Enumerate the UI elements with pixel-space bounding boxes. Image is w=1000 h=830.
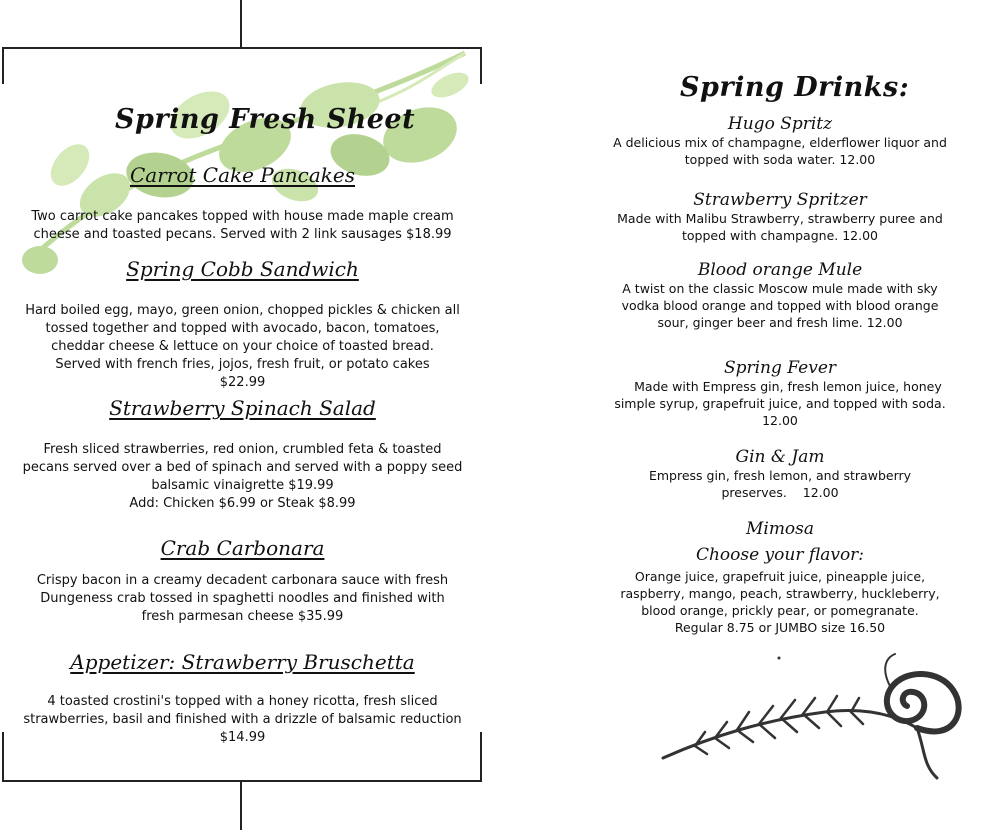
- drink-item: [600, 447, 960, 501]
- menu-item: [10, 536, 475, 560]
- description-line: tossed together and topped with avocado, bacon, tomatoes,: [45, 321, 440, 336]
- description-line: Regular 8.75 or JUMBO size 16.50: [674, 620, 886, 635]
- fern-scroll-icon: [655, 650, 975, 785]
- menu-item: [10, 650, 475, 674]
- description-line: A twist on the classic Moscow mule made with sky: [622, 281, 938, 296]
- menu-item-name: Strawberry Spinach Salad: [109, 396, 376, 420]
- frame-right-tick-top: [480, 47, 482, 84]
- frame-bottom-edge: [2, 780, 482, 782]
- fold-line-bottom: [240, 780, 242, 830]
- description-line: Empress gin, fresh lemon, and strawberry: [648, 468, 912, 483]
- frame-left-tick-top: [2, 47, 4, 84]
- frame-right-tick-bottom: [480, 732, 482, 782]
- description-line: fresh parmesan cheese $35.99: [141, 609, 344, 624]
- description-line: Made with Empress gin, fresh lemon juice, honey: [618, 379, 942, 394]
- description-line: raspberry, mango, peach, strawberry, huckleberry,: [620, 586, 940, 601]
- drink-name: Blood orange Mule: [697, 260, 863, 280]
- description-line: Two carrot cake pancakes topped with house made maple cream: [31, 209, 454, 224]
- drinks-title: Spring Drinks:: [680, 72, 910, 103]
- description-line: sour, ginger beer and fresh lime. 12.00: [657, 315, 903, 330]
- description-line: preserves. 12.00: [721, 485, 839, 500]
- menu-item-name: Spring Cobb Sandwich: [126, 257, 359, 281]
- drink-item: [600, 114, 960, 168]
- description-line: Served with french fries, jojos, fresh fruit, or potato cakes: [55, 357, 430, 372]
- fold-line-top: [240, 0, 242, 48]
- description-line: strawberries, basil and finished with a drizzle of balsamic reduction: [23, 712, 462, 727]
- description-line: pecans served over a bed of spinach and served with a poppy seed: [22, 460, 463, 475]
- drink-name: Gin & Jam: [735, 447, 825, 467]
- menu-item: [10, 163, 475, 187]
- menu-item: [10, 396, 475, 420]
- menu-title: Spring Fresh Sheet: [115, 104, 416, 135]
- description-line: topped with champagne. 12.00: [681, 228, 878, 243]
- menu-item-description: [10, 572, 475, 626]
- drink-name: Mimosa: [745, 519, 815, 539]
- drink-item: [600, 190, 960, 244]
- description-line: Orange juice, grapefruit juice, pineapple juice,: [634, 569, 926, 584]
- drink-name: Spring Fever: [723, 358, 837, 378]
- description-line: Hard boiled egg, mayo, green onion, chopped pickles & chicken all: [25, 303, 460, 318]
- drink-name: Strawberry Spritzer: [693, 190, 867, 210]
- description-line: balsamic vinaigrette $19.99: [151, 478, 334, 493]
- description-line: blood orange, prickly pear, or pomegranate.: [641, 603, 919, 618]
- description-line: Crispy bacon in a creamy decadent carbonara sauce with fresh: [36, 573, 449, 588]
- menu-item-description: [10, 441, 475, 513]
- menu-item-description: [10, 693, 475, 747]
- drink-item: [600, 260, 960, 331]
- description-line: Add: Chicken $6.99 or Steak $8.99: [129, 496, 356, 511]
- description-line: A delicious mix of champagne, elderflower liquor and: [613, 135, 947, 150]
- description-line: simple syrup, grapefruit juice, and topped with soda.: [614, 396, 946, 411]
- description-line: 4 toasted crostini's topped with a honey ricotta, fresh sliced: [47, 694, 438, 709]
- drink-name: Hugo Spritz: [727, 114, 833, 134]
- menu-item-description: [10, 208, 475, 244]
- description-line: topped with soda water. 12.00: [684, 152, 876, 167]
- description-line: cheddar cheese & lettuce on your choice of toasted bread.: [51, 339, 434, 354]
- menu-item-name: Carrot Cake Pancakes: [129, 163, 356, 187]
- menu-item-name: Appetizer: Strawberry Bruschetta: [70, 650, 415, 674]
- menu-item: [10, 257, 475, 281]
- description-line: vodka blood orange and topped with blood orange: [621, 298, 939, 313]
- description-line: $14.99: [219, 730, 266, 745]
- frame-left-tick-bottom: [2, 732, 4, 782]
- description-line: Fresh sliced strawberries, red onion, crumbled feta & toasted: [43, 442, 442, 457]
- drink-item: [600, 358, 960, 429]
- description-line: cheese and toasted pecans. Served with 2 link sausages $18.99: [33, 227, 452, 242]
- description-line: 12.00: [762, 413, 798, 428]
- drink-item: [600, 519, 960, 636]
- description-line: Made with Malibu Strawberry, strawberry puree and: [617, 211, 943, 226]
- description-line: Dungeness crab tossed in spaghetti noodles and finished with: [40, 591, 445, 606]
- menu-item-description: [10, 302, 475, 392]
- description-line: $22.99: [219, 375, 266, 390]
- menu-item-name: Crab Carbonara: [160, 536, 325, 560]
- drink-subtitle: Choose your flavor:: [695, 545, 865, 565]
